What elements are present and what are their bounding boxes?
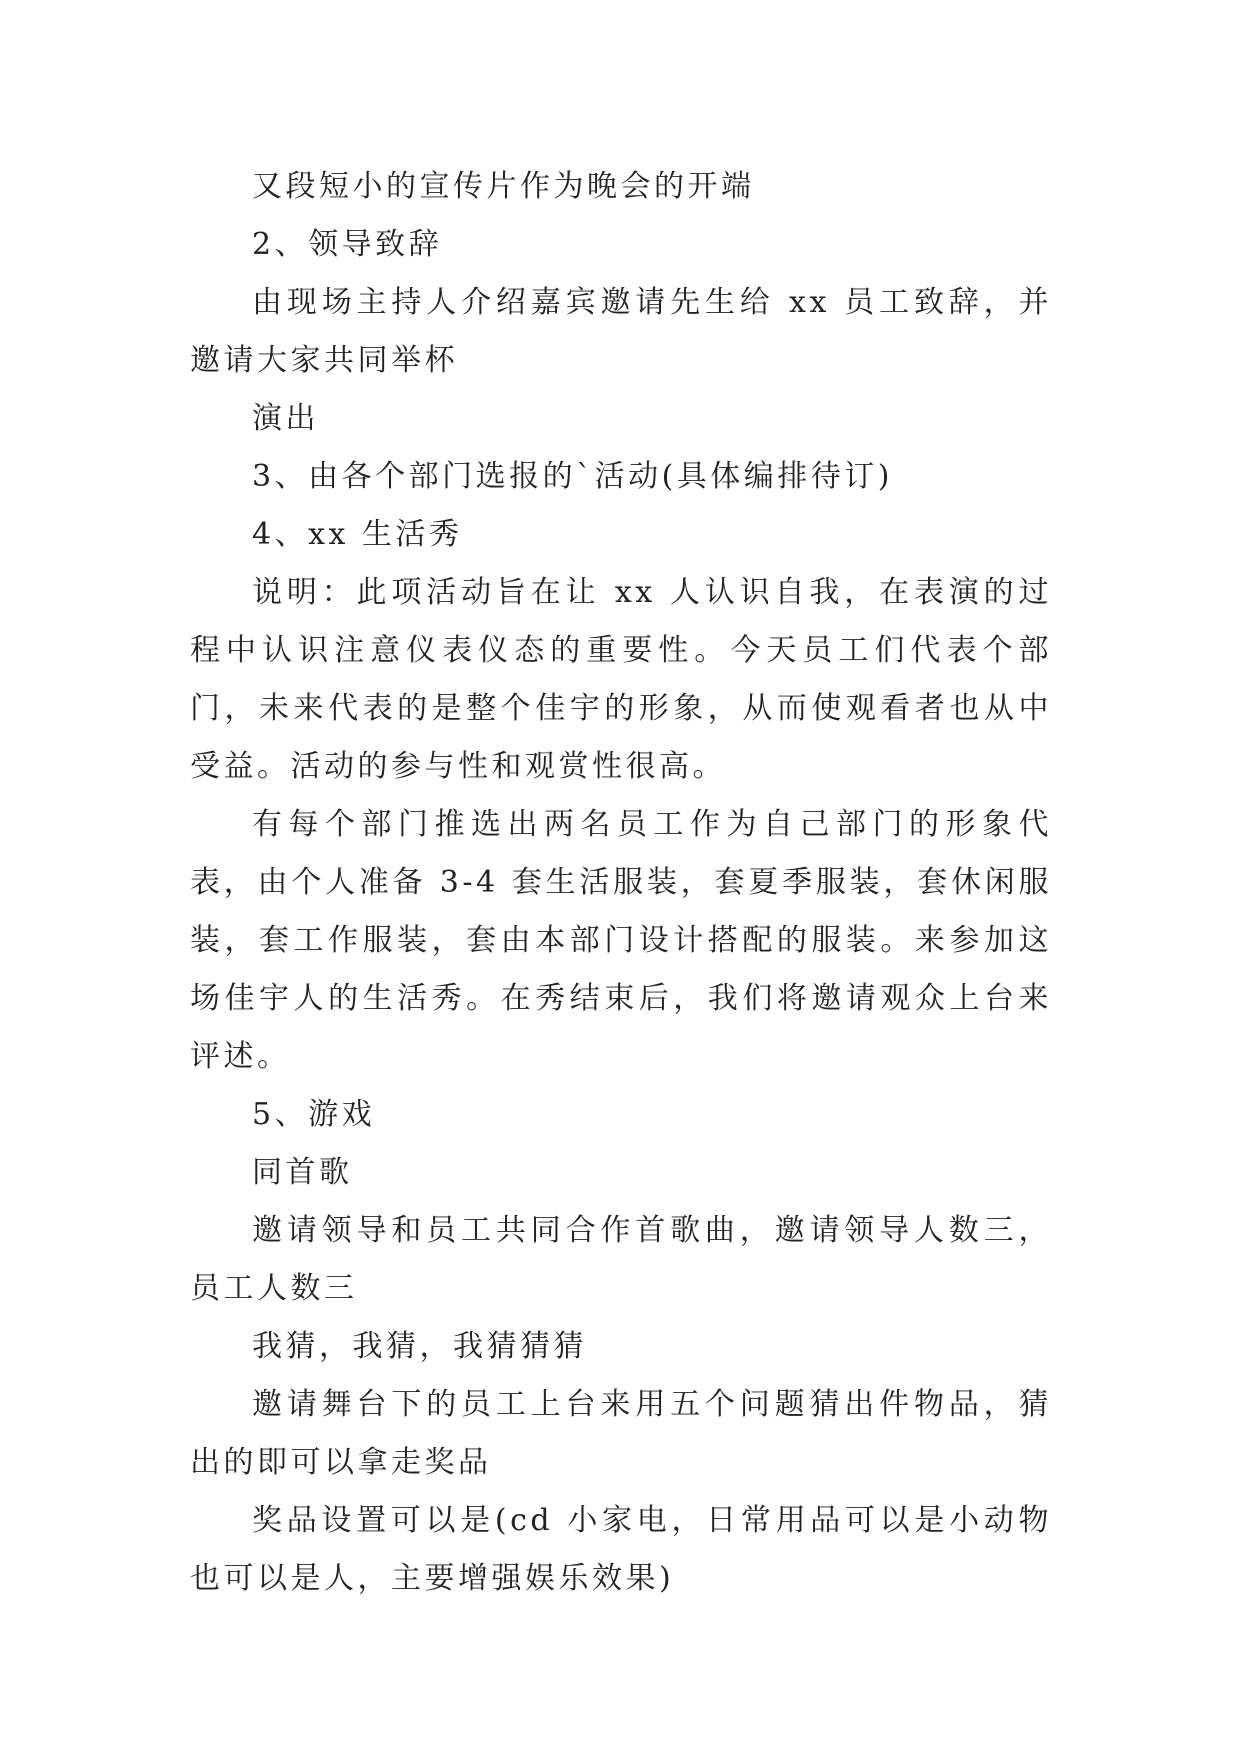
paragraph-same-song: 邀请领导和员工共同合作首歌曲，邀请领导人数三，员工人数三 <box>190 1213 1052 1306</box>
heading-games: 5、游戏 <box>252 1097 376 1132</box>
paragraph-life-show-details: 有每个部门推选出两名员工作为自己部门的形象代表，由个人准备 3-4 套生活服装，套夏季服装，套休闲服装，套工作服装，套由本部门设计搭配的服装。来参加这场佳宇人的生活秀。在秀结束后，我们将邀请观众上台来评述。 <box>190 807 1052 1074</box>
paragraph-leader-speech: 由现场主持人介绍嘉宾邀请先生给 xx 员工致辞，并邀请大家共同举杯 <box>190 285 1052 378</box>
heading-life-show: 4、xx 生活秀 <box>252 517 463 552</box>
paragraph-prizes: 奖品设置可以是(cd 小家电，日常用品可以是小动物也可以是人，主要增强娱乐效果) <box>190 1503 1052 1596</box>
heading-leader-speech: 2、领导致辞 <box>252 227 443 262</box>
paragraph-guessing-game: 邀请舞台下的员工上台来用五个问题猜出件物品，猜出的即可以拿走奖品 <box>190 1387 1052 1480</box>
paragraph-department-activities: 3、由各个部门选报的`活动(具体编排待订) <box>252 459 893 494</box>
heading-performance: 演出 <box>252 401 319 436</box>
paragraph-promo-video: 又段短小的宣传片作为晚会的开端 <box>252 169 755 204</box>
heading-guessing-game: 我猜，我猜，我猜猜猜 <box>252 1329 587 1364</box>
paragraph-life-show-description: 说明：此项活动旨在让 xx 人认识自我，在表演的过程中认识注意仪表仪态的重要性。今天员工们代表个部门，未来代表的是整个佳宇的形象，从而使观看者也从中受益。活动的参与性和观赏性很高。 <box>190 575 1052 784</box>
document-body <box>190 158 1052 1608</box>
heading-same-song: 同首歌 <box>252 1155 353 1190</box>
